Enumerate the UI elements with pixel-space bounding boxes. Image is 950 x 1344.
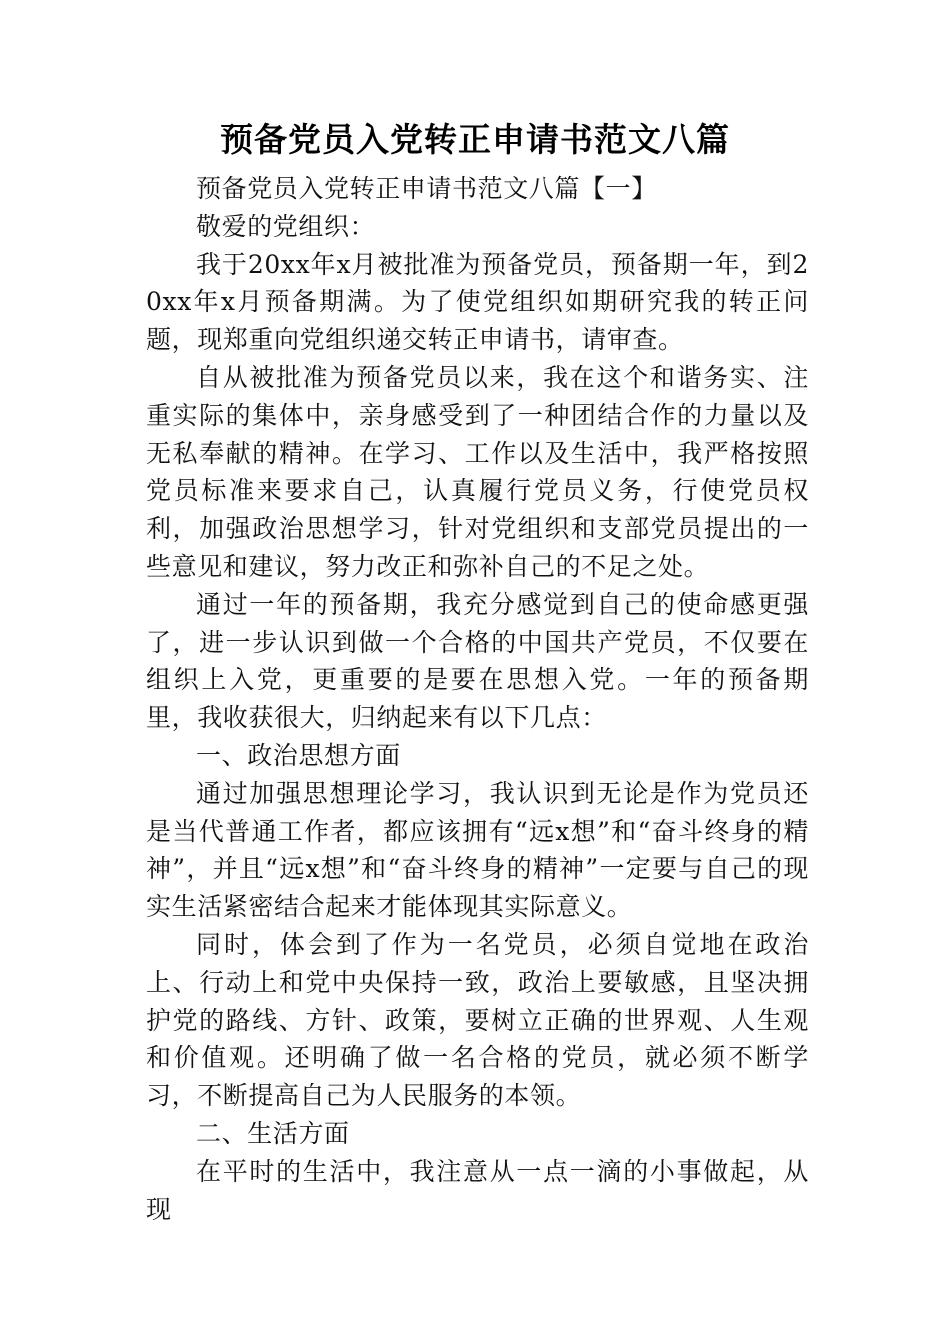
- salutation: 敬爱的党组织：: [196, 211, 376, 241]
- body-paragraph: 我于20xx年x月被批准为预备党员，预备期一年，到20xx年x月预备期满。为了使党组织如期研究我的转正问题，现郑重向党组织递交转正申请书，请审查。: [146, 249, 809, 355]
- subsection-heading: 二、生活方面: [196, 1118, 350, 1148]
- body-paragraph: 同时，体会到了作为一名党员，必须自觉地在政治上、行动上和党中央保持一致，政治上要敏感，且坚决拥护党的路线、方针、政策，要树立正确的世界观、人生观和价值观。还明确了做一名合格的党员，就必须不断学习，不断提高自己为人民服务的本领。: [146, 929, 809, 1111]
- subsection-heading: 一、政治思想方面: [196, 740, 401, 770]
- document-title: 预备党员入党转正申请书范文八篇: [220, 120, 730, 159]
- document-body: [146, 170, 809, 1228]
- body-paragraph: 通过一年的预备期，我充分感觉到自己的使命感更强了，进一步认识到做一个合格的中国共产党员，不仅要在组织上入党，更重要的是要在思想入党。一年的预备期里，我收获很大，归纳起来有以下几点：: [146, 589, 809, 733]
- body-paragraph: 自从被批准为预备党员以来，我在这个和谐务实、注重实际的集体中，亲身感受到了一种团结合作的力量以及无私奉献的精神。在学习、工作以及生活中，我严格按照党员标准来要求自己，认真履行党员义务，行使党员权利，加强政治思想学习，针对党组织和支部党员提出的一些意见和建议，努力改正和弥补自己的不足之处。: [146, 362, 809, 581]
- body-paragraph: 通过加强思想理论学习，我认识到无论是作为党员还是当代普通工作者，都应该拥有“远x想”和“奋斗终身的精神”，并且“远x想”和“奋斗终身的精神”一定要与自己的现实生活紧密结合起来才能体现其实际意义。: [146, 778, 809, 922]
- body-paragraph: 在平时的生活中，我注意从一点一滴的小事做起，从现: [146, 1156, 809, 1224]
- section-heading: 预备党员入党转正申请书范文八篇【一】: [196, 174, 657, 203]
